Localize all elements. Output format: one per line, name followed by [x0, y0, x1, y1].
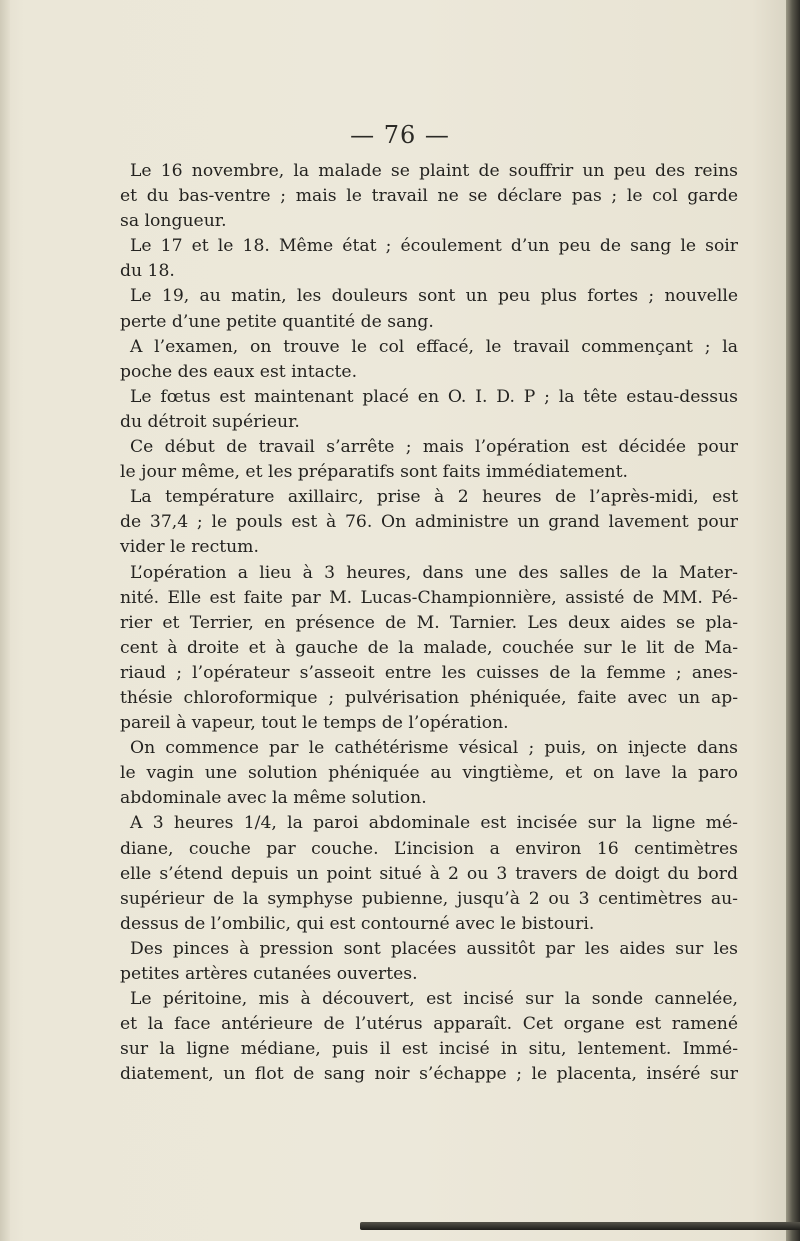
text-line: le vagin une solution phéniquée au vingtième, et on lave la paro [120, 763, 738, 784]
text-line: A 3 heures 1/4, la paroi abdominale est incisée sur la ligne mé- [130, 813, 738, 834]
text-line: vider le rectum. [120, 537, 259, 558]
text-line: riaud ; l’opérateur s’asseoit entre les cuisses de la femme ; anes- [120, 662, 738, 683]
text-line: abdominale avec la même solution. [120, 788, 427, 809]
text-line: de 37,4 ; le pouls est à 76. On administre un grand lavement pour [120, 512, 738, 533]
text-line: Ce début de travail s’arrête ; mais l’opération est décidée pour [130, 437, 738, 458]
text-line: rier et Terrier, en présence de M. Tarnier. Les deux aides se pla- [120, 612, 738, 633]
text-line: Des pinces à pression sont placées aussitôt par les aides sur les [130, 938, 738, 959]
text-line: elle s’étend depuis un point situé à 2 ou 3 travers de doigt du bord [120, 863, 738, 884]
text-line: sur la ligne médiane, puis il est incisé in situ, lentement. Immé- [120, 1039, 738, 1060]
text-line: Le fœtus est maintenant placé en O. I. D. P ; la tête estau-dessus [130, 386, 738, 407]
text-line: pareil à vapeur, tout le temps de l’opération. [120, 713, 509, 734]
text-line: le jour même, et les préparatifs sont faits immédiatement. [120, 462, 628, 483]
text-line: et la face antérieure de l’utérus apparaît. Cet organe est ramené [120, 1014, 738, 1035]
text-line: Le 17 et le 18. Même état ; écoulement d’un peu de sang le soir [130, 236, 738, 257]
page-left-edge [0, 0, 10, 1241]
text-line: La température axillairc, prise à 2 heures de l’après-midi, est [130, 487, 738, 508]
text-line: dessus de l’ombilic, qui est contourné avec le bistouri. [120, 913, 595, 934]
text-line: du 18. [120, 261, 175, 282]
body-text [120, 159, 738, 1087]
text-line: nité. Elle est faite par M. Lucas-Championnière, assisté de MM. Pé- [120, 587, 738, 608]
text-line: poche des eaux est intacte. [120, 361, 358, 382]
text-line: A l’examen, on trouve le col effacé, le travail commençant ; la [130, 336, 738, 357]
page-bottom-edge [360, 1222, 800, 1230]
text-line: supérieur de la symphyse pubienne, jusqu’à 2 ou 3 centimètres au- [120, 888, 738, 909]
text-line: Le 16 novembre, la malade se plaint de souffrir un peu des reins [130, 161, 738, 181]
text-line: petites artères cutanées ouvertes. [120, 964, 418, 984]
book-spine-shadow [786, 0, 800, 1241]
text-line: sa longueur. [120, 211, 227, 232]
text-line: cent à droite et à gauche de la malade, couchée sur le lit de Ma- [120, 637, 738, 658]
text-line: Le 19, au matin, les douleurs sont un peu plus fortes ; nouvelle [130, 286, 738, 307]
text-line: L’opération a lieu à 3 heures, dans une des salles de la Mater- [130, 562, 738, 583]
text-line: du détroit supérieur. [120, 411, 300, 432]
text-line: diatement, un flot de sang noir s’échappe ; le placenta, inséré sur [120, 1064, 738, 1085]
text-line: thésie chloroformique ; pulvérisation phéniquée, faite avec un ap- [120, 687, 738, 708]
text-line: et du bas-ventre ; mais le travail ne se déclare pas ; le col garde [120, 186, 738, 207]
text-line: diane, couche par couche. L’incision a environ 16 centimètres [120, 838, 738, 859]
text-line: On commence par le cathétérisme vésical ; puis, on injecte dans [130, 738, 738, 759]
text-line: perte d’une petite quantité de sang. [120, 311, 434, 332]
text-line: Le péritoine, mis à découvert, est incisé sur la sonde cannelée, [130, 989, 738, 1010]
page-number: — 76 — [350, 121, 450, 149]
